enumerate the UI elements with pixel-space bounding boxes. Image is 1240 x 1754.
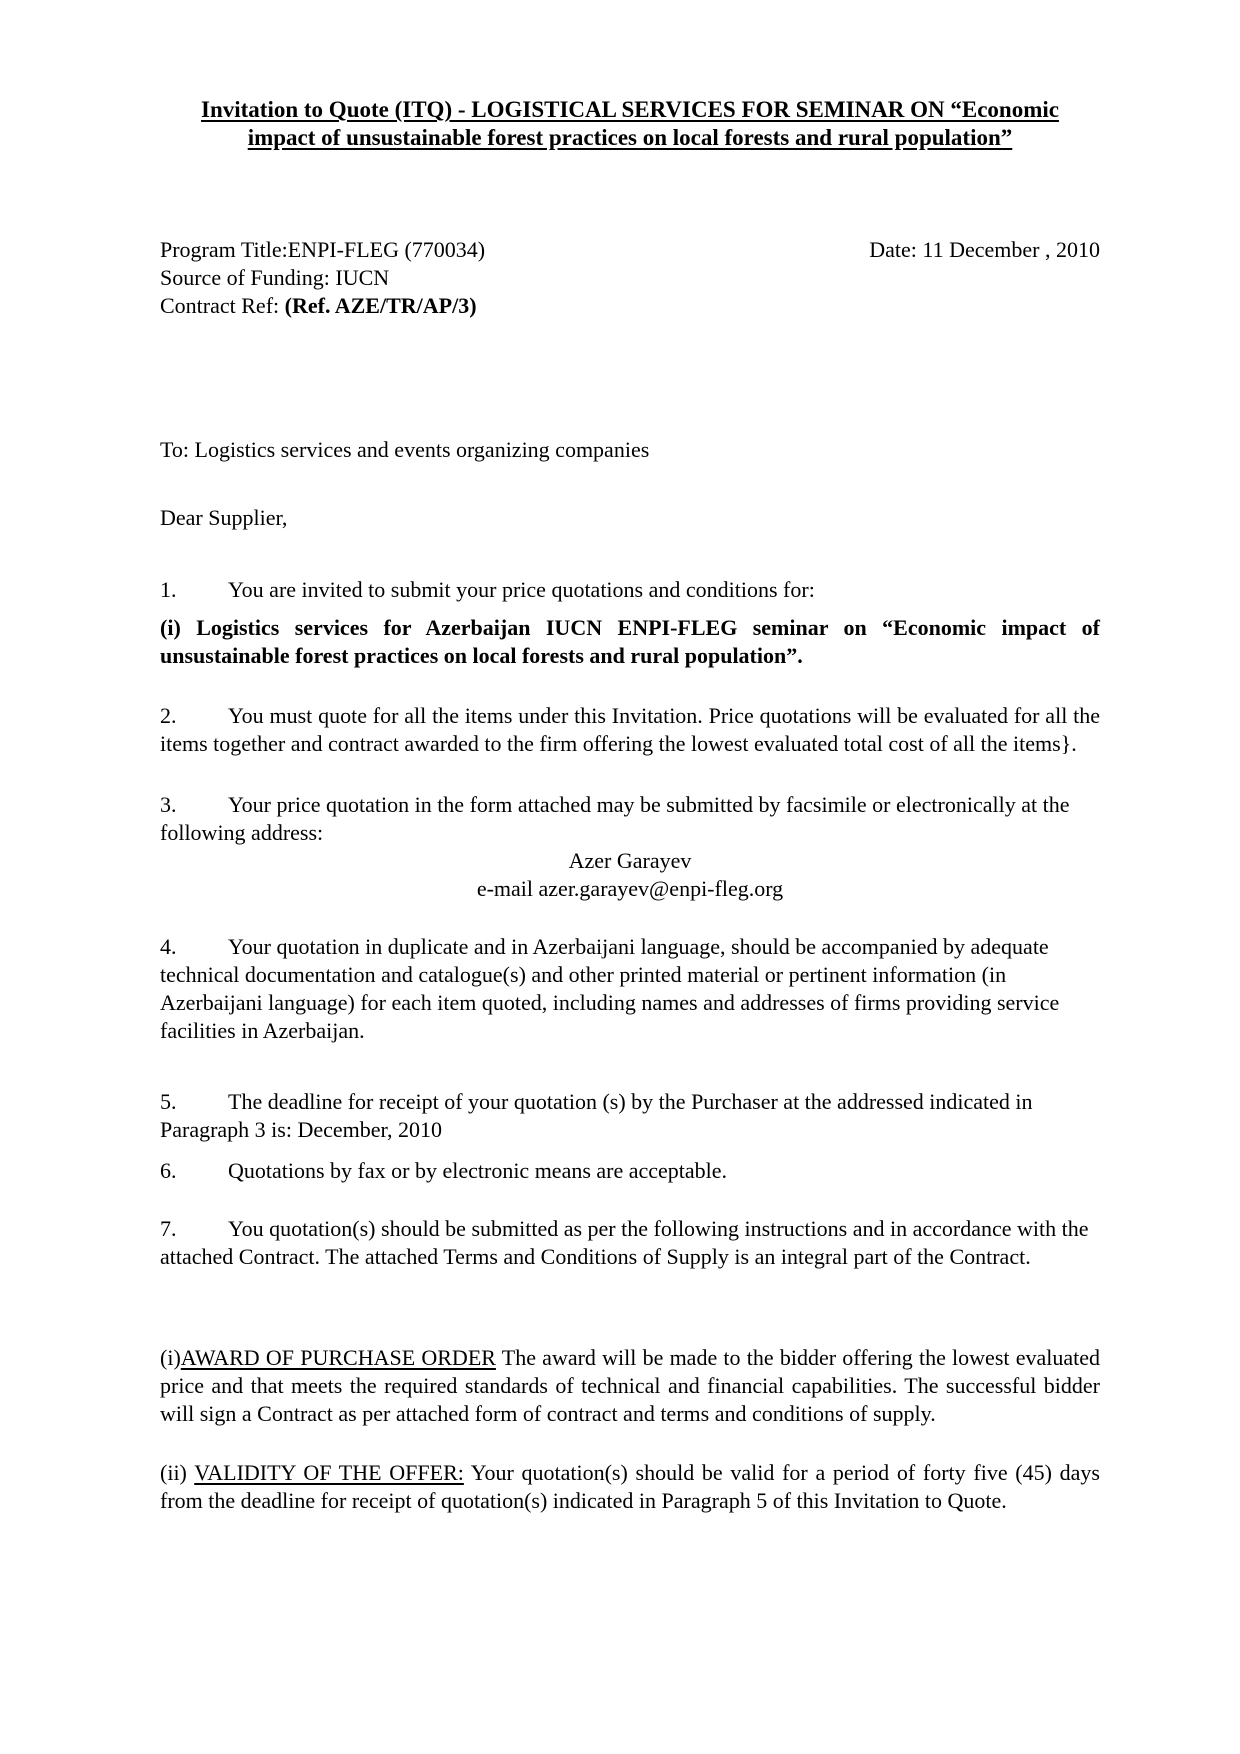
contract-ref-value: (Ref. AZE/TR/AP/3) [284, 293, 477, 318]
document-date: Date: 11 December , 2010 [869, 237, 1100, 262]
contract-ref-label: Contract Ref: [160, 293, 285, 318]
paragraph-2-text: You must quote for all the items under this Invitation. Price quotations will be evaluated for all the items together and contract awarded to the firm offering the lowest evaluated total cost of all the items}. [160, 703, 1100, 756]
award-heading: AWARD OF PURCHASE ORDER [180, 1345, 496, 1370]
paragraph-1-number: 1. [160, 577, 177, 602]
to-line: To: Logistics services and events organizing companies [160, 437, 650, 462]
paragraph-6-text: Quotations by fax or by electronic means are acceptable. [228, 1158, 728, 1183]
paragraph-3 [160, 791, 1100, 847]
paragraph-6-number: 6. [160, 1158, 177, 1183]
funding-source: Source of Funding: IUCN [160, 265, 390, 290]
paragraph-6 [160, 1157, 1100, 1185]
contract-ref [160, 292, 1100, 320]
paragraph-5-number: 5. [160, 1089, 177, 1114]
paragraph-3-text: Your price quotation in the form attached may be submitted by facsimile or electronically at the following address: [160, 792, 1070, 845]
award-body: The award will be made to the bidder offering the lowest evaluated price and that meets the required standards of technical and financial capabilities. The successful bidder will sign a Contract as per attached form of contract and terms and conditions of supply. [160, 1345, 1100, 1426]
award-section [160, 1344, 1100, 1428]
paragraph-3-number: 3. [160, 792, 177, 817]
paragraph-7-number: 7. [160, 1216, 177, 1241]
paragraph-2-number: 2. [160, 703, 177, 728]
paragraph-4 [160, 933, 1100, 1045]
paragraph-7 [160, 1215, 1100, 1271]
validity-section [160, 1459, 1100, 1515]
paragraph-4-text: Your quotation in duplicate and in Azerbaijani language, should be accompanied by adequate technical documentation and catalogue(s) and other printed material or pertinent information (in Azerbaijani language) for each item quoted, including names and addresses of firms providing service facilities in Azerbaijan. [160, 934, 1060, 1043]
award-prefix: (i) [160, 1345, 181, 1370]
contact-email: e-mail azer.garayev@enpi-fleg.org [476, 876, 784, 901]
paragraph-1-text: You are invited to submit your price quotations and conditions for: [228, 577, 815, 602]
validity-prefix: (ii) [160, 1460, 195, 1485]
paragraph-1 [160, 576, 1100, 604]
program-title: Program Title:ENPI-FLEG (770034) [160, 237, 486, 262]
paragraph-2 [160, 702, 1100, 758]
paragraph-5-text: The deadline for receipt of your quotation (s) by the Purchaser at the addressed indicated in Paragraph 3 is: December, 2010 [160, 1089, 1033, 1142]
paragraph-5 [160, 1088, 1100, 1144]
validity-heading: VALIDITY OF THE OFFER: [194, 1460, 464, 1485]
paragraph-4-number: 4. [160, 934, 177, 959]
meta-block [160, 236, 1100, 320]
salutation: Dear Supplier, [160, 505, 288, 530]
validity-body: Your quotation(s) should be valid for a period of forty five (45) days from the deadline for receipt of quotation(s) indicated in Paragraph 5 of this Invitation to Quote. [160, 1460, 1100, 1513]
seminar-item-bold: (i) Logistics services for Azerbaijan IUCN ENPI-FLEG seminar on “Economic impact of unsustainable forest practices on local forests and rural population”. [160, 615, 1100, 668]
paragraph-7-text: You quotation(s) should be submitted as per the following instructions and in accordance with the attached Contract. The attached Terms and Conditions of Supply is an integral part of the Contract. [160, 1216, 1089, 1269]
title-line-1: Invitation to Quote (ITQ) - LOGISTICAL SERVICES FOR SEMINAR ON “Economic [201, 97, 1059, 122]
title-line-2: impact of unsustainable forest practices on local forests and rural population” [247, 125, 1013, 150]
document-title [160, 96, 1100, 152]
contact-name: Azer Garayev [568, 848, 692, 873]
